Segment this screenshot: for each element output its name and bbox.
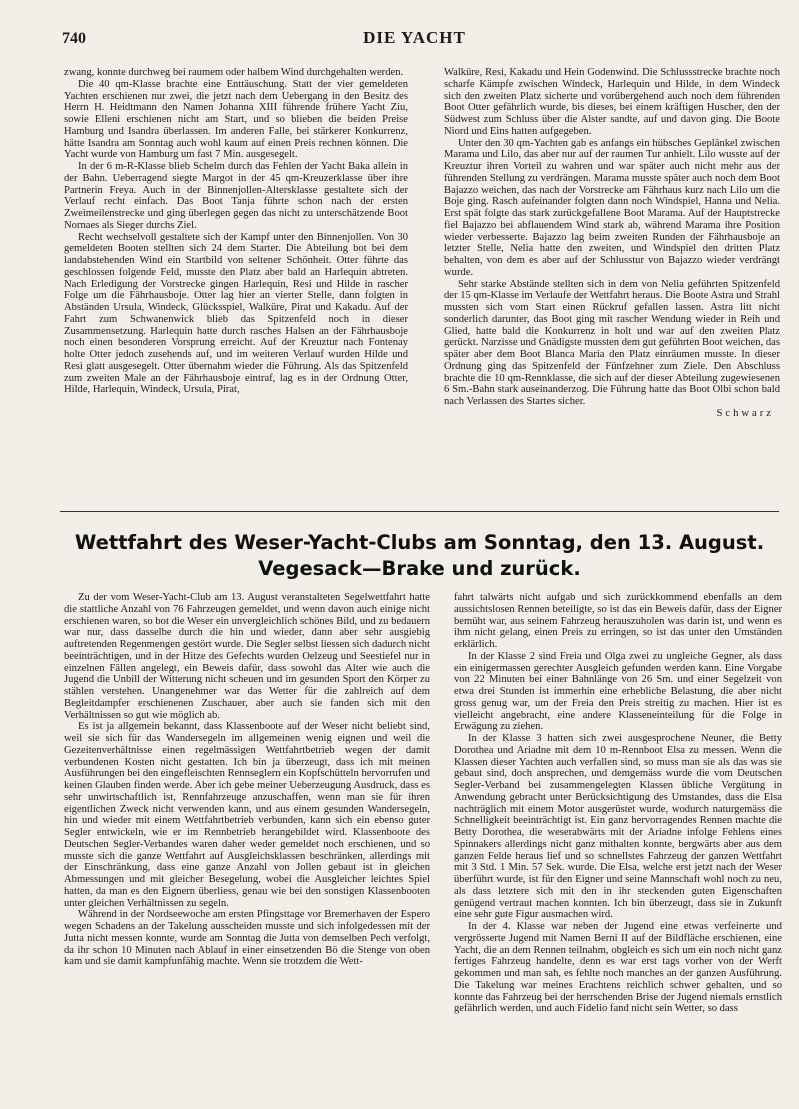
bottom-left-column [64,592,430,1097]
bottom-right-column [454,592,782,1097]
paragraph: Sehr starke Abstände stellten sich in dem von Nelia geführten Spitzenfeld der 15 qm-Klasse im Verlaufe der Wettfahrt heraus. Die Boote Astra und Strahl mussten sich vom Start einen Rückruf gefallen lassen. Astra litt nicht sonderlich darunter, das Boot ging mit rascher Wendung wieder in Reih und Glied, hatte bald die Konkurrenz in holt und war auf den zweiten Platz gerückt. Narzisse und Gnädigste mussten dem gut geführten Boot weichen, das später aber dem Boot Blanca Maria den Platz einräumen musste. In dieser Ordnung ging das Spitzenfeld der Fünfzehner zum Ziele. Den Abschluss brachte die 10 qm-Rennklasse, die sich auf der dieser Abteilung zugewiesenen 6 Sm.-Bahn stark auseinanderzog. Die Führung hatte das Boot Olbi schon bald nach Verlassen des Startes sicher. [444,278,780,407]
paragraph: Unter den 30 qm-Yachten gab es anfangs ein hübsches Geplänkel zwischen Marama und Lilo, das aber nur auf der raumen Tur anhielt. Lilo wusste auf der Kreuztur ihren Vorteil zu wahren und war später auch nicht mehr aus der führenden Stellung zu verdrängen. Marama musste später auch noch dem Boot Bajazzo weichen, das nach der Vorstrecke am Fährhaus kurz nach Lilo um die Boje ging. Rasch aufeinander folgten dann noch Windspiel, Hanna und Nelia. Erst spät folgte das stark zurückgefallene Boot Marama. Auf der Hauptstrecke fiel Bajazzo bei abflauendem Wind stark ab, während Marama ihre Position wieder verbesserte. Bajazzo lag beim zweiten Runden der Fährhausboje an letzter Stelle, Nelia hatte den zweiten, und Windspiel den dritten Platz behalten, von dem es aber auf der Schlusstur von Bajazzo wieder verdrängt wurde. [444,137,780,278]
article-title: Wettfahrt des Weser-Yacht-Clubs am Sonntag, den 13. August. [74,531,765,554]
top-right-column [444,67,780,497]
paragraph: In der Klasse 2 sind Freia und Olga zwei zu ungleiche Gegner, als dass ein einigermassen gerechter Ausgleich gefunden werden kann. Eine Vorgabe von 22 Minuten bei einer Bahnlänge von 26 Sm. und einer Segelzeit von etwa drei Stunden ist immerhin eine erhebliche Belastung, die aber nicht gross genug war, um der Freia den Preis streitig zu machen. Hier ist es vielleicht angebracht, eine andere Klasseneinteilung für die Folge in Erwägung zu ziehen. [454,650,782,733]
paragraph: fahrt talwärts nicht aufgab und sich zurückkommend ebenfalls an dem aussichtslosen Rennen beteiligte, so ist das ein Beweis dafür, dass der Eigner bemüht war, aus seinem Fahrzeug herauszuholen was darin ist, und wenn es ihm nicht gelang, einen Preis zu erringen, so ist das unter den Umständen erklärlich. [454,592,782,650]
author-signature: Schwarz [716,407,774,419]
paragraph: zwang, konnte durchweg bei raumem oder halbem Wind durchgehalten werden. [64,67,404,78]
paragraph: Während in der Nordseewoche am ersten Pfingsttage vor Bremerhaven der Espero wegen Schadens an der Takelung ausscheiden musste und sich infolgedessen mit der Jutta nicht messen konnte, wurde am Sonntag die Jutta von demselben Pech verfolgt, da ihr schon 10 Minuten nach Ablauf in einer einsetzenden Bö die Stenge von oben kam und sie damit kampfunfähig machte. Wenn sie trotzdem die Wett- [64,909,430,968]
paragraph: Zu der vom Weser-Yacht-Club am 13. August veranstalteten Segelwettfahrt hatte die stattliche Anzahl von 76 Fahrzeugen gemeldet, und wenn davon auch einige nicht erschienen waren, so bot die Weser ein unvergleichlich schönes Bild, und zu bedauern war nur, dass dasselbe durch die hin und wieder, dann aber sehr ausgiebig auftretenden Regenmengen gestört wurde. Die Segler selbst liessen sich dadurch nicht beeinträchtigen, und in der Hitze des Gefechts wurden Oelzeug und Seestiefel nur in einzelnen Fällen angelegt, ein Beweis dafür, dass sowohl das Alter wie auch die Jugend die Unbill der Witterung nicht scheuen und im gesunden Sport den Körper zu stählen verstehen. Unangenehmer war das Wetter für die zahlreich auf dem Begleitdampfer erschienenen Zuschauer, aber auch sie fanden sich mit den Verhältnissen so gut wie möglich ab. [64,592,430,721]
section-divider [60,511,779,512]
article-subtitle: Vegesack—Brake und zurück. [258,557,581,580]
paragraph: Recht wechselvoll gestaltete sich der Kampf unter den Binnenjollen. Von 30 gemeldeten Booten stellten sich 24 dem Starter. Die Abteilung bot bei dem landabstehenden Wind ein Startbild von seltener Schönheit. Otter führte das geschlossen folgende Feld, musste den Platz aber bald an Harlequin abtreten. Nach Erledigung der Vorstrecke gingen Harlequin, Resi und Hilde in rascher Folge um die Fährhausboje. Otter lag hier an vierter Stelle, dann folgten in Abständen Ursula, Windeck, Glücksspiel, Walküre, Pirat und Kakadu. Auf der Fahrt zum Schwanenwick blieb das Spitzenfeld noch in dieser Zusammensetzung. Harlequin hatte durch rasches Halsen an der Fährhausboje noch einen besonderen Vorsprung erreicht. Auf der Kreuztur nach Fontenay holte Otter jedoch zusehends auf, und im weiteren Verlauf wurden Hilde und Resi glatt ausgesegelt. Otter übernahm wieder die Führung. Als das Spitzenfeld zum zweiten Male an der Fährhausboje eintraf, lag es in der Ordnung Otter, Hilde, Harlequin, Windeck, Ursula, Pirat, [64,231,408,396]
page-header [58,26,771,54]
top-left-column [64,67,408,497]
paragraph: Walküre, Resi, Kakadu und Hein Godenwind. Die Schlussstrecke brachte noch scharfe Kämpfe zwischen Windeck, Harlequin und Hilde, in dem Windeck sich den zweiten Platz sicherte und vorübergehend auch noch dem führenden Boot Otter gefährlich wurde, bis dieses, bei einem kräftigen Huscher, den der Südwest zum Schluss über die Alster sandte, auf und davon ging. Die Boote Niord und Eins hatten aufgegeben. [444,67,780,137]
paragraph: In der 4. Klasse war neben der Jugend eine etwas verfeinerte und vergrösserte Jugend mit Namen Berni II auf der Bildfläche erschienen, eine Yacht, die an dem Rennen teilnahm, obgleich es sich um ein noch nicht ganz fertiges Fahrzeug handelte, denn es war erst tags vorher von der Werft gekommen und man sah, es fehlte noch manches an der ganzen Ausführung. Die Takelung war meines Erachtens reichlich schwer gehalten, und so konnte das Fahrzeug bei der herrschenden Brise der Jugend niemals ernstlich gefährlich werden, und auch Fidelio fand nicht sein Wetter, so dass [454,921,782,1015]
journal-title: DIE YACHT [363,28,466,47]
paragraph: Die 40 qm-Klasse brachte eine Enttäuschung. Statt der vier gemeldeten Yachten erschienen nur zwei, die jetzt nach dem Uebergang in den Besitz des Herrn H. Heidtmann den Namen Johanna XIII führende frühere Yacht Ziu, sowie Elleni erschienen nicht am Start, und so blieben die beiden Preise Hamburg und Isandra überlassen. Im anderen Falle, bei stärkerer Konkurrenz, hätte Isandra am Sonntag auch wohl kaum auf einen Preis rechnen können. Die Yacht wurde von Hamburg um fast 7 Min. ausgesegelt. [64,78,408,161]
paragraph: Es ist ja allgemein bekannt, dass Klassenboote auf der Weser nicht beliebt sind, weil sie sich für das Wandersegeln im allgemeinen wenig eignen und weil die Gezeitenverhältnisse einen regelmässigen Wettfahrtbetrieb wegen der damit verbundenen Kosten nicht gestatten. Ich bin ja überzeugt, dass ich mit meinen Ausführungen bei den eingefleischten Rennseglern ein Kopfschütteln hervorrufen und keinen Glauben finden werde. Aber ich gebe meiner Ueberzeugung Ausdruck, dass es sehr unwirtschaftlich ist, Rennfahrzeuge anzuschaffen, wenn man sie für ihren eigentlichen Zweck nicht verwenden kann, und aus einem gesunden Wandersegeln, hin und wieder mit einem Wettfahrtbetrieb verbunden, kann sich ein ebenso guter Segler entwickeln, wie er im Rennbetrieb herangebildet wird. Klassenboote des Deutschen Segler-Verbandes waren daher weder gemeldet noch erschienen, und so musste sich die ganze Wettfahrt auf Ausgleichsklassen beschränken, allerdings mit der Einschränkung, dass eine ganze Anzahl von Jollen gebaut ist in gleichen Abmessungen und mit gleicher Besegelung, wobei die Ausgleicher leichtes Spiel hatten, da man es den Eignern überliess, genau wie bei den sonstigen Klassenbooten unter gleichen Verhältnissen zu segeln. [64,721,430,909]
paragraph: In der Klasse 3 hatten sich zwei ausgesprochene Neuner, die Betty Dorothea und Ariadne mit dem 10 m-Rennboot Elsa zu messen. Wenn die Klassen dieser Yachten auch verfallen sind, so muss man sie als das was sie gebaut sind, doch ansprechen, und demgemäss wurde die vom Deutschen Segler-Verband bei zusammengelegten Klassen übliche Vergütung in Anwendung gebracht unter Berücksichtigung des Umstandes, dass die Elsa nachträglich mit einem Motor ausgerüstet wurde, wodurch naturgemäss die Schnelligkeit beeinträchtigt ist. Ein ganz hervorragendes Rennen machte die Betty Dorothea, die weserabwärts mit der Ariadne infolge Fehlens eines Spinnakers allerdings nicht ganz mithalten konnte, bergwärts aber aus dem ganzen Felde heraus lief und so schnellstes Fahrzeug der ganzen Wettfahrt mit 3 Std. 1 Min. 57 Sek. wurde. Die Elsa, welche erst jetzt nach der Weser überführt wurde, ist für den Eigner und seine Mannschaft wohl noch zu neu, als dass letztere sich mit den in ihr steckenden guten Eigenschaften genügend vertraut machen konnten. Ich bin überzeugt, dass sie in Zukunft eine sehr gute Figur ausmachen wird. [454,733,782,921]
page-number: 740 [62,30,86,47]
paragraph: In der 6 m-R-Klasse blieb Schelm durch das Fehlen der Yacht Baka allein in der Bahn. Ueberragend siegte Margot in der 45 qm-Kreuzerklasse über ihre Partnerin Freya. Auch in der Binnenjollen-Altersklasse gestaltete sich der Verlauf recht einfach. Das Boot Tanja führte schon nach der ersten Zweimeilenstrecke und ging überlegen gegen das nicht zu unterschätzende Boot Nornaes als Sieger durchs Ziel. [64,161,408,231]
